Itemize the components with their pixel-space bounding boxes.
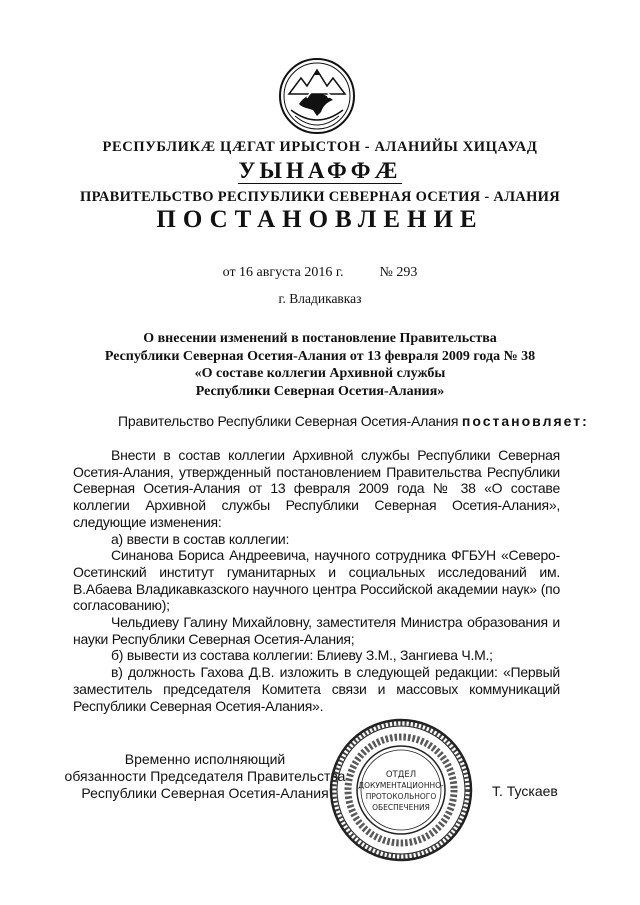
document-title: [80, 330, 560, 400]
title-line: О внесении изменений в постановление Правительства: [143, 331, 497, 346]
seal-text-line: ДОКУМЕНТАЦИОННО-: [358, 781, 444, 790]
republic-name-russian: ПРАВИТЕЛЬСТВО РЕСПУБЛИКИ СЕВЕРНАЯ ОСЕТИЯ - АЛАНИЯ: [79, 189, 560, 205]
coat-of-arms-emblem: [277, 56, 357, 136]
preamble-verb: постановляет:: [461, 413, 589, 429]
seal-text-line: ОТДЕЛ: [385, 770, 417, 780]
signatory-position: [60, 751, 350, 802]
body-paragraph: Внести в состав коллегии Архивной службы Республики Северная Осетия-Алания, утвержденный постановлением Правительства Республики Северная Осетия-Алания от 13 февраля 2009 года № 38 «О составе коллегии Архивной службы Республики Северная Осетия-Алания», следующие изменения:: [73, 447, 560, 530]
title-line: Республики Северная Осетия-Алания от 13 февраля 2009 года № 38: [104, 348, 536, 364]
official-seal-stamp: [326, 715, 476, 865]
city-name: г. Владикавказ: [278, 291, 362, 306]
body-paragraph: б) вывести из состава коллегии: Блиеву З.М., Зангиева Ч.М.;: [111, 647, 493, 664]
body-paragraph: Чельдиеву Галину Михайловну, заместителя Министра образования и науки Республики Северная Осетия-Алания;: [73, 614, 560, 647]
decree-body: [73, 447, 560, 714]
body-paragraph: в) должность Гахова Д.В. изложить в следующей редакции: «Первый заместитель председателя Комитета связи и массовых коммуникаций Республики Северная Осетия-Алания».: [73, 664, 560, 714]
date-line: [0, 265, 640, 281]
document-type-heading: ПОСТАНОВЛЕНИЕ: [156, 206, 484, 233]
title-line: Республики Северная Осетия-Алания»: [195, 383, 445, 399]
signatory-line: обязанности Председателя Правительства: [64, 768, 346, 784]
body-paragraph: а) ввести в состав коллегии:: [111, 530, 290, 547]
document-date: от 16 августа 2016 г.: [222, 265, 344, 280]
decree-word-ossetian: УЫНАФФӔ: [238, 158, 402, 183]
seal-text-line: ОБЕСПЕЧЕНИЯ: [372, 803, 430, 812]
seal-text-line: ПРОТОКОЛЬНОГО: [365, 792, 437, 801]
signatory-line: Республики Северная Осетия-Алания: [81, 785, 329, 801]
body-paragraph: Синанова Бориса Андреевича, научного сотрудника ФГБУН «Северо-Осетинский институт гуманитарных и социальных исследований им. В.Абаева Владикавказского научного центра Российской академии наук» (по согласованию);: [73, 547, 560, 614]
preamble-text: Правительство Республики Северная Осетия-Алания: [118, 413, 462, 429]
republic-name-ossetian: РЕСПУБЛИКӔ ЦӔГАТ ИРЫСТОН - АЛАНИЙЫ ХИЦАУАД: [102, 139, 538, 155]
preamble: [118, 413, 589, 429]
title-line: «О составе коллегии Архивной службы: [194, 366, 446, 381]
signatory-name: Т. Тускаев: [492, 783, 558, 799]
document-number: № 293: [379, 265, 418, 280]
signatory-line: Временно исполняющий: [124, 751, 286, 767]
